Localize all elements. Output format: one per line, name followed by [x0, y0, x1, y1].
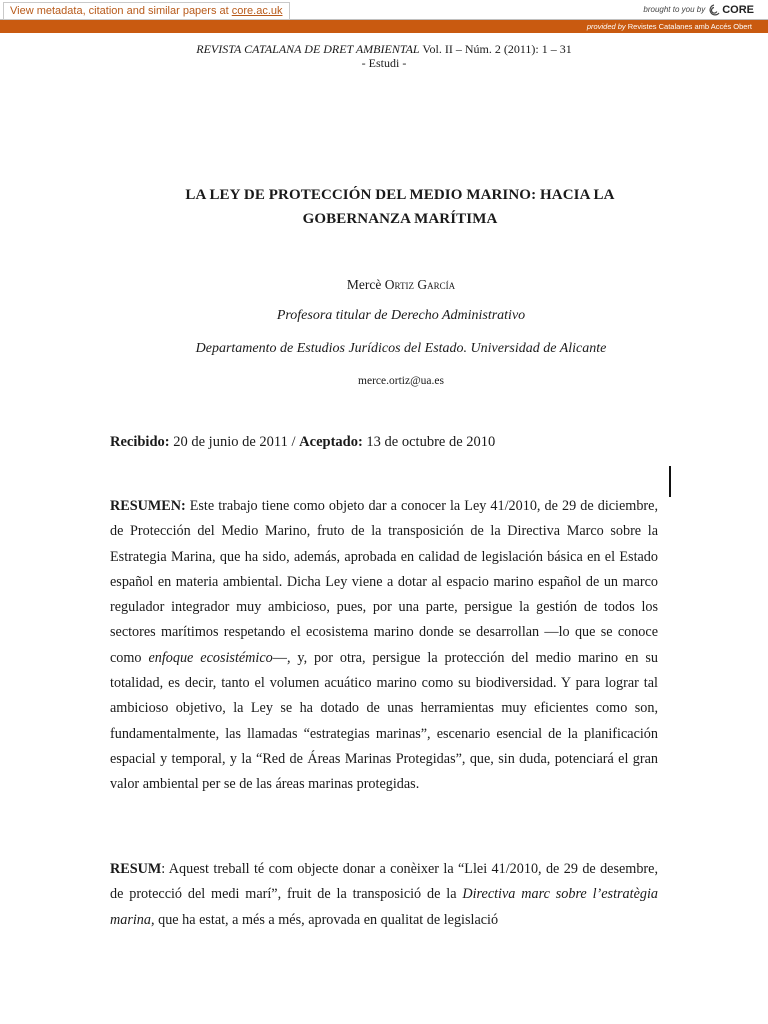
- provided-by-bar: [0, 20, 768, 33]
- core-metadata-link[interactable]: [3, 2, 290, 20]
- received-label: Recibido:: [110, 434, 170, 450]
- author-position: Profesora titular de Derecho Administrativo: [276, 308, 526, 323]
- journal-section: - Estudi -: [361, 56, 407, 70]
- article-dates: [110, 432, 658, 452]
- core-logo-text: CORE: [722, 4, 754, 16]
- core-link-prefix: View metadata, citation and similar papers at: [10, 5, 232, 17]
- abstract-catalan-text-1: : Aquest treball té com objecte donar a conèixer la “Llei 41/2010, de 29 de desembre, de protecció del medi marí”, fruit de la transposició de la: [110, 861, 658, 903]
- core-banner: [0, 0, 768, 20]
- abstract-spanish-emphasis: enfoque ecosistémico: [148, 649, 273, 666]
- abstract-spanish-text-2: —, y, por otra, persigue la protección del medio marino en su totalidad, es decir, tanto el volumen acuático marino como su biodiversidad. Y para lograr tal ambicioso objetivo, la Ley se ha dotado de unas herramientas muy eficientes como son, fundamentalmente, las llamadas “estrategias marinas”, escenario esencial de la planificación espacial y temporal, y la “Red de Áreas Marinas Protegidas”, que, sin duda, potenciará el gran valor ambiental per se de las áreas marinas protegidas.: [110, 649, 658, 793]
- abstract-spanish: [110, 494, 658, 798]
- abstract-catalan: [110, 857, 658, 933]
- abstract-catalan-label: RESUM: [110, 861, 162, 877]
- provided-by-source[interactable]: Revistes Catalanes amb Accés Obert: [627, 22, 752, 31]
- provided-by-label: provided by: [586, 22, 626, 31]
- article-title-line-2: GOBERNANZA MARÍTIMA: [302, 211, 498, 227]
- text-cursor-mark: [669, 466, 671, 497]
- author-department: Departamento de Estudios Jurídicos del Estado. Universidad de Alicante: [195, 341, 607, 356]
- abstract-catalan-emphasis: Directiva marc sobre l’estratègia marina: [110, 886, 658, 928]
- journal-name: REVISTA CATALANA DE DRET AMBIENTAL: [196, 42, 420, 56]
- accepted-date: 13 de octubre de 2010: [362, 434, 496, 450]
- author-name: [0, 276, 768, 294]
- core-logo[interactable]: [708, 2, 754, 18]
- core-logo-icon: [708, 4, 720, 17]
- article-title-line-1: LA LEY DE PROTECCIÓN DEL MEDIO MARINO: HACIA LA: [185, 187, 615, 203]
- accepted-label: Aceptado:: [299, 434, 363, 450]
- article-title: [110, 183, 690, 231]
- received-date: 20 de junio de 2011 /: [169, 434, 300, 450]
- core-brought-to-you: [643, 2, 754, 18]
- author-family-name: Ortiz García: [384, 277, 456, 292]
- core-link-site[interactable]: core.ac.uk: [231, 5, 283, 17]
- author-given-name: Mercè: [346, 277, 385, 292]
- brought-to-you-label: brought to you by: [643, 5, 706, 14]
- author-email: merce.ortiz@ua.es: [358, 375, 444, 387]
- journal-volume: Vol. II – Núm. 2 (2011): 1 – 31: [419, 42, 572, 56]
- abstract-spanish-text-1: Este trabajo tiene como objeto dar a conocer la Ley 41/2010, de 29 de diciembre, de Protección del Medio Marino, fruto de la transposición de la Directiva Marco sobre la Estrategia Marina, que ha sido, además, aprobada en calidad de legislación básica en el Estado español en materia ambiental. Dicha Ley viene a dotar al espacio marino español de un marco regulador integrador muy ambicioso, pues, por una parte, persigue la gestión de todos los sectores marítimos respetando el ecosistema marino donde se desarrollan —lo que se conoce como: [110, 498, 658, 666]
- abstract-spanish-label: RESUMEN:: [110, 498, 186, 514]
- abstract-catalan-text-2: , que ha estat, a més a més, aprovada en qualitat de legislació: [151, 911, 499, 928]
